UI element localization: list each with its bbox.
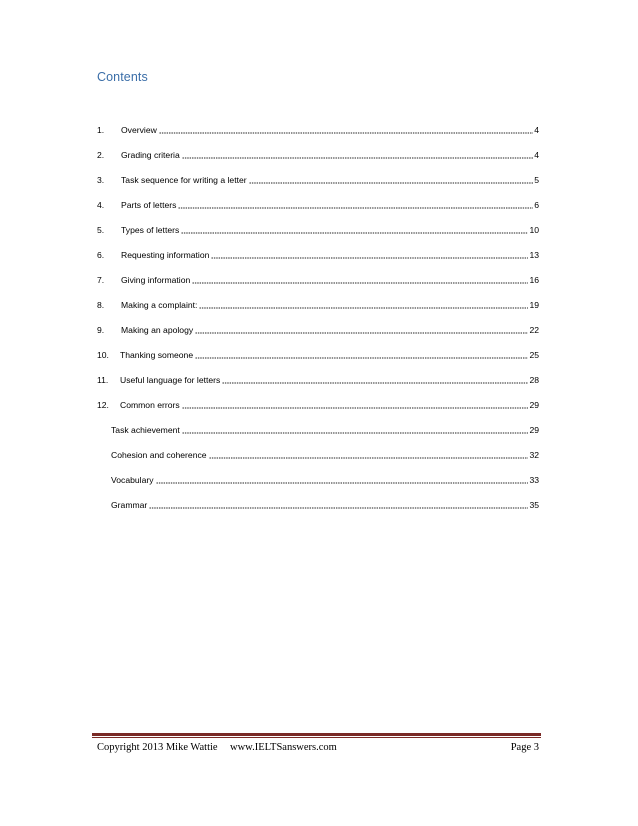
toc-entry-common-errors[interactable] [97,397,539,411]
toc-entry-making-a-complaint[interactable] [97,297,539,311]
toc-entry-title: Giving information [121,275,191,285]
toc-entry-page: 19 [529,300,539,310]
toc-entry-number: 6. [97,250,105,260]
toc-entry-page: 16 [529,275,539,285]
toc-entry-number: 1. [97,125,105,135]
toc-entry-number: 5. [97,225,105,235]
toc-entry-page: 6 [534,200,539,210]
dot-leader [195,351,528,359]
toc-entry-number: 7. [97,275,105,285]
toc-entry-page: 25 [529,350,539,360]
toc-entry-page: 29 [529,400,539,410]
toc-entry-types-of-letters[interactable] [97,222,539,236]
toc-subentry-page: 29 [529,425,539,435]
toc-entry-page: 28 [529,375,539,385]
toc-entry-page: 10 [529,225,539,235]
dot-leader [192,276,528,284]
toc-entry-page: 13 [529,250,539,260]
toc-entry-giving-information[interactable] [97,272,539,286]
toc-subentry-page: 35 [529,500,539,510]
toc-entry-number: 9. [97,325,105,335]
toc-entry-title: Thanking someone [120,350,194,360]
toc-entry-title: Useful language for letters [120,375,221,385]
toc-entry-title: Common errors [120,400,180,410]
dot-leader [182,151,533,159]
toc-subentry-title: Task achievement [111,425,180,435]
toc-entry-number: 8. [97,300,105,310]
toc-subentry-title: Vocabulary [111,475,154,485]
toc-entry-thanking-someone[interactable] [97,347,539,361]
dot-leader [182,401,529,409]
dot-leader [222,376,528,384]
dot-leader [149,501,528,509]
toc-entry-overview[interactable] [97,122,539,136]
toc-entry-grading-criteria[interactable] [97,147,539,161]
toc-entry-title: Making a complaint: [121,300,198,310]
toc-entry-title: Grading criteria [121,150,180,160]
dot-leader [159,126,533,134]
toc-entry-title: Making an apology [121,325,194,335]
toc-subentry-cohesion-coherence[interactable] [97,447,539,461]
footer-website[interactable]: www.IELTSanswers.com [230,742,337,753]
dot-leader [182,426,529,434]
toc-subentry-page: 33 [529,475,539,485]
dot-leader [195,326,528,334]
footer-divider-thin [92,737,541,738]
dot-leader [249,176,534,184]
toc-entry-title: Overview [121,125,157,135]
toc-subentry-page: 32 [529,450,539,460]
toc-subentry-grammar[interactable] [97,497,539,511]
dot-leader [209,451,529,459]
toc-entry-page: 4 [534,150,539,160]
toc-entry-parts-of-letters[interactable] [97,197,539,211]
footer-page-number: Page 3 [510,742,539,753]
toc-subentry-vocabulary[interactable] [97,472,539,486]
toc-entry-title: Types of letters [121,225,180,235]
toc-entry-title: Parts of letters [121,200,177,210]
toc-entry-page: 4 [534,125,539,135]
toc-subentry-title: Cohesion and coherence [111,450,207,460]
toc-entry-number: 12. [97,400,109,410]
footer-divider-thick [92,733,541,736]
toc-entry-title: Requesting information [121,250,210,260]
page-footer [97,742,539,756]
toc-entry-requesting-information[interactable] [97,247,539,261]
toc-subentry-title: Grammar [111,500,148,510]
toc-entry-making-an-apology[interactable] [97,322,539,336]
toc-entry-number: 11. [97,375,109,385]
dot-leader [211,251,528,259]
toc-entry-number: 4. [97,200,105,210]
toc-entry-title: Task sequence for writing a letter [121,175,247,185]
footer-copyright: Copyright 2013 Mike Wattie [97,742,218,753]
dot-leader [156,476,529,484]
toc-subentry-task-achievement[interactable] [97,422,539,436]
toc-entry-number: 2. [97,150,105,160]
toc-entry-task-sequence[interactable] [97,172,539,186]
contents-heading: Contents [97,70,148,84]
toc-entry-useful-language[interactable] [97,372,539,386]
dot-leader [178,201,533,209]
dot-leader [181,226,528,234]
dot-leader [199,301,528,309]
toc-entry-page: 22 [529,325,539,335]
toc-entry-number: 3. [97,175,105,185]
toc-entry-number: 10. [97,350,109,360]
toc-entry-page: 5 [534,175,539,185]
